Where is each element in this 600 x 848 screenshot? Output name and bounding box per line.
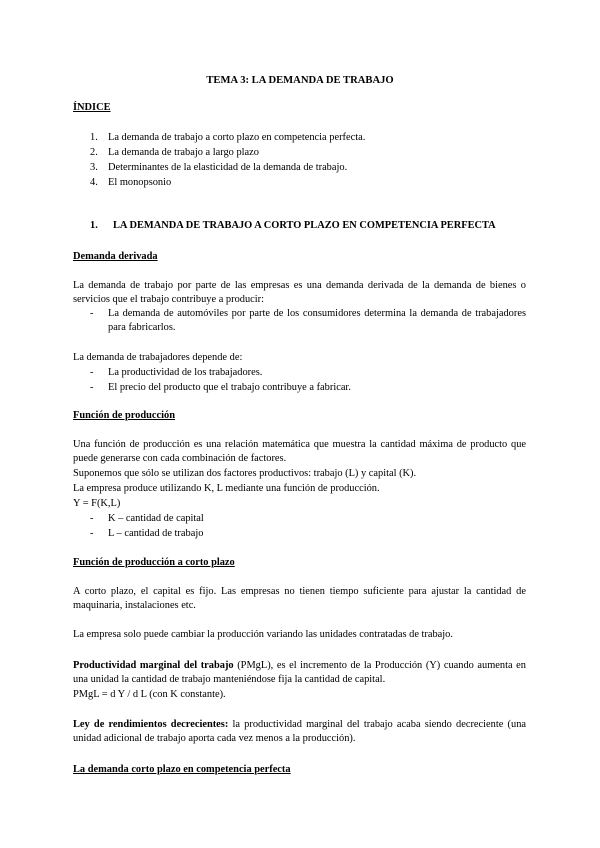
paragraph: La empresa produce utilizando K, L mediante una función de producción. (73, 483, 380, 494)
paragraph-pmgl: Productividad marginal del trabajo (PMgL), es el incremento de la Producción (Y) cuando aumenta en una unidad la cantidad de trabajo manteniéndose fija la cantidad de capital. (73, 660, 526, 686)
page-title: TEMA 3: LA DEMANDA DE TRABAJO (206, 75, 394, 86)
paragraph: Una función de producción es una relación matemática que muestra la cantidad máxima de producto que puede generarse con cada combinación de factores. (73, 439, 526, 465)
paragraph: La empresa solo puede cambiar la producción variando las unidades contratadas de trabajo. (73, 629, 453, 640)
document-page: TEMA 3: LA DEMANDA DE TRABAJO ÍNDICE 1. La demanda de trabajo a corto plazo en competencia perfecta. 2. La demanda de trabajo a largo plazo 3. Determinantes de la elasticidad de la demanda de trabajo. 4. El monopsonio 1. LA DEMANDA DE TRABAJO A CORTO PLAZO EN COMPETENCIA PERFECTA Demanda derivada La demanda de trabajo por parte de las empresas es una demanda derivada de la demanda de bienes o servicios que el trabajo contribuye a producir: - La demanda de automóviles por parte de los consumidores determina la demanda de trabajadores para fabricarlos. La demanda de trabajadores depende de: - La productividad de los trabajadores. - El precio del producto que el trabajo contribuye a fabricar. Función de producción Una función de producción es una relación matemática que muestra la cantidad máxima de producto que puede generarse con cada combinación de factores. Suponemos que sólo se utilizan dos factores productivos: trabajo (L) y capital (K). La empresa produce utilizando K, L mediante una función de producción. Y = F(K,L) - K – cantidad de capital - L – cantidad de trabajo Función de producción a corto plazo A corto plazo, el capital es fijo. Las empresas no tienen tiempo suficiente para ajustar la cantidad de maquinaria, instalaciones etc. La empresa solo puede cambiar la producción variando las unidades contratadas de trabajo. Productividad marginal del trabajo (PMgL), es el incremento de la Producción (Y) cuando aumenta en una unidad la cantidad de trabajo manteniéndose fija la cantidad de capital. PMgL = d Y / d L (con K constante). Ley de rendimientos decrecientes: la productividad marginal del trabajo acaba siendo decreciente (una unidad adicional de trabajo aporta cada vez menos a la producción). La demanda corto plazo en competencia perfecta (0, 0, 600, 848)
paragraph: La demanda de trabajadores depende de: (73, 352, 243, 363)
index-heading: ÍNDICE (73, 102, 111, 113)
paragraph-ley: Ley de rendimientos decrecientes: la productividad marginal del trabajo acaba siendo decreciente (una unidad adicional de trabajo aporta cada vez menos a la producción). (73, 719, 527, 745)
formula: Y = F(K,L) (73, 498, 121, 509)
paragraph: La demanda de trabajo por parte de las empresas es una demanda derivada de la demanda de bienes o servicios que el trabajo contribuye a producir: (73, 280, 526, 306)
subheading-funcion-produccion: Función de producción (73, 410, 176, 421)
paragraph: Suponemos que sólo se utilizan dos factores productivos: trabajo (L) y capital (K). (73, 468, 417, 479)
subheading-demanda-competencia: La demanda corto plazo en competencia perfecta (73, 764, 291, 775)
paragraph: A corto plazo, el capital es fijo. Las empresas no tienen tiempo suficiente para ajustar la cantidad de maquinaria, instalaciones etc. (73, 586, 526, 612)
subheading-corto-plazo: Función de producción a corto plazo (73, 557, 235, 568)
term-ley: Ley de rendimientos decrecientes: (73, 719, 229, 730)
subheading-demanda-derivada: Demanda derivada (73, 251, 158, 262)
term-pmgl: Productividad marginal del trabajo (73, 660, 234, 671)
formula: PMgL = d Y / d L (con K constante). (73, 689, 226, 700)
